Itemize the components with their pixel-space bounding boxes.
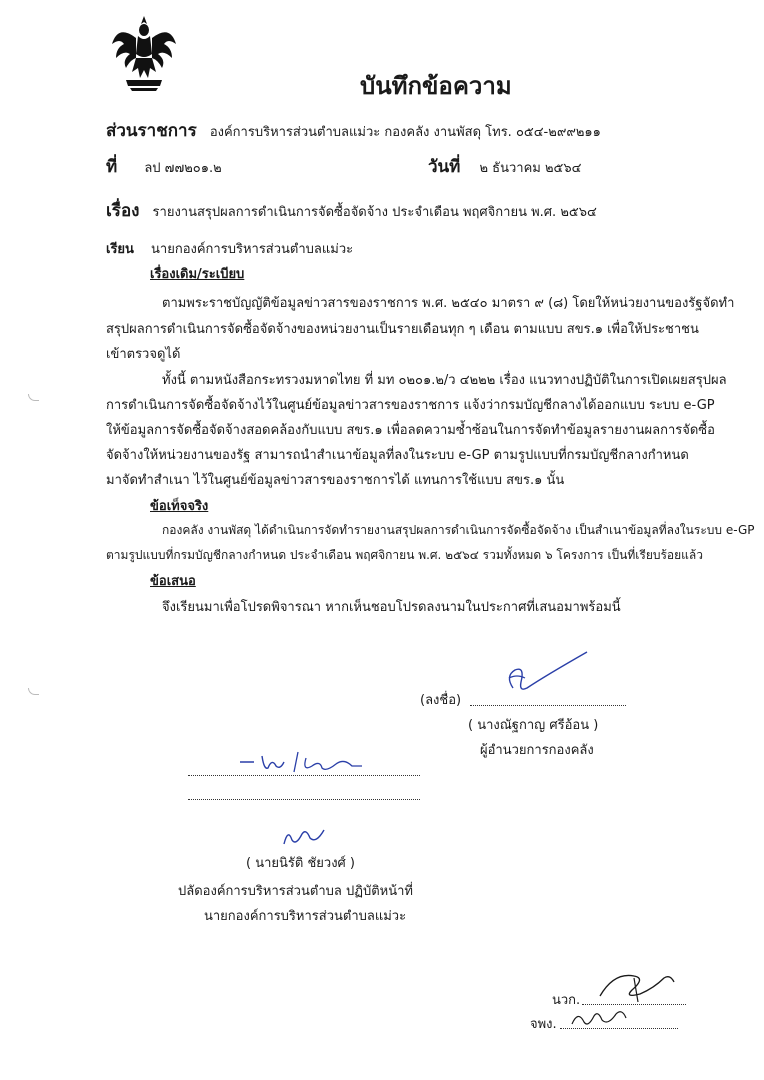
- subject-value: รายงานสรุปผลการดำเนินการจัดซื้อจัดจ้าง ประจำเดือน พฤศจิกายน พ.ศ. ๒๕๖๔: [152, 205, 597, 220]
- garuda-emblem-icon: [108, 14, 180, 92]
- signature-1-icon: [495, 648, 595, 706]
- signer2-title-1: ปลัดองค์การบริหารส่วนตำบล ปฏิบัติหน้าที่: [178, 884, 413, 899]
- ref-label: ที่: [106, 157, 118, 177]
- sign-label: (ลงชื่อ): [420, 693, 462, 708]
- signer2-name: ( นายนิรัติ ชัยวงศ์ ): [246, 856, 355, 871]
- signature-5-icon: [568, 1004, 632, 1032]
- background-p1-line1: ตามพระราชบัญญัติข้อมูลข่าวสารของราชการ พ.ศ. ๒๕๔๐ มาตรา ๙ (๘) โดยให้หน่วยงานของรัฐจัดทำ: [162, 296, 735, 311]
- background-p2-line1: ทั้งนี้ ตามหนังสือกระทรวงมหาดไทย ที่ มท ๐๒๐๑.๒/ว ๔๒๒๒ เรื่อง แนวทางปฏิบัติในการเปิดเผยสรุปผล: [162, 373, 727, 388]
- background-p1-line3: เข้าตรวจดูได้: [106, 347, 181, 362]
- signature-3-icon: [280, 820, 340, 850]
- to-label: เรียน: [106, 242, 134, 257]
- page-title: บันทึกข้อความ: [360, 71, 512, 100]
- background-heading: เรื่องเดิม/ระเบียบ: [150, 267, 245, 282]
- subject-row: [106, 197, 597, 224]
- background-p2-line4: จัดจ้างให้หน่วยงานของรัฐ สามารถนำสำเนาข้อมูลที่ลงในระบบ e-GP ตามรูปแบบที่กรมบัญชีกลางกำหนด: [106, 448, 689, 463]
- department-row: [106, 117, 601, 144]
- endorse-line-1: [188, 775, 420, 776]
- signer2-title-2: นายกองค์การบริหารส่วนตำบลแม่วะ: [204, 909, 407, 924]
- punch-mark-bottom: [28, 688, 39, 695]
- endorse-line-2: [188, 799, 420, 800]
- background-p1-line2: สรุปผลการดำเนินการจัดซื้อจัดจ้างของหน่วยงานเป็นรายเดือนทุก ๆ เดือน ตามแบบ สขร.๑ เพื่อให้ประชาชน: [106, 322, 699, 337]
- facts-line1: กองคลัง งานพัสดุ ได้ดำเนินการจัดทำรายงานสรุปผลการดำเนินการจัดซื้อจัดจ้าง เป็นสำเนาข้อมูลที่ลงในระบบ e-GP: [162, 523, 755, 537]
- facts-heading: ข้อเท็จจริง: [150, 499, 209, 514]
- signer1-title: ผู้อำนวยการกองคลัง: [480, 743, 594, 758]
- ref-value: ลป ๗๗๒๐๑.๒: [144, 161, 222, 176]
- department-value: องค์การบริหารส่วนตำบลแม่วะ กองคลัง งานพัสดุ โทร. ๐๕๔-๒๙๙๒๑๑: [209, 125, 601, 140]
- background-p2-line5: มาจัดทำสำเนา ไว้ในศูนย์ข้อมูลข่าวสารของราชการได้ แทนการใช้แบบ สขร.๑ นั้น: [106, 473, 565, 488]
- to-row: [106, 238, 353, 259]
- ref-row: [106, 153, 222, 180]
- facts-line2: ตามรูปแบบที่กรมบัญชีกลางกำหนด ประจำเดือน พฤศจิกายน พ.ศ. ๒๕๖๔ รวมทั้งหมด ๖ โครงการ เป็นที่เรียบร้อยแล้ว: [106, 548, 703, 562]
- approve-label-1: นวก.: [552, 993, 581, 1008]
- proposal-text: จึงเรียนมาเพื่อโปรดพิจารณา หากเห็นชอบโปรดลงนามในประกาศที่เสนอมาพร้อมนี้: [162, 600, 621, 615]
- date-row: [428, 153, 582, 180]
- date-label: วันที่: [428, 157, 461, 177]
- department-label: ส่วนราชการ: [106, 121, 197, 141]
- signer1-name: ( นางณัฐกาญ ศรีอ้อน ): [468, 718, 599, 733]
- date-value: ๒ ธันวาคม ๒๕๖๔: [479, 161, 582, 176]
- signature-4-icon: [594, 968, 684, 1006]
- signature-2-icon: [236, 748, 366, 778]
- approve-label-2: จพง.: [530, 1017, 557, 1032]
- to-value: นายกองค์การบริหารส่วนตำบลแม่วะ: [151, 242, 354, 257]
- background-p2-line3: ให้ข้อมูลการจัดซื้อจัดจ้างสอดคล้องกับแบบ สขร.๑ เพื่อลดความซ้ำซ้อนในการจัดทำข้อมูลรายงานผลการจัดซื้อ: [106, 423, 715, 438]
- subject-label: เรื่อง: [106, 201, 140, 221]
- proposal-heading: ข้อเสนอ: [150, 574, 196, 589]
- punch-mark-top: [28, 394, 39, 401]
- background-p2-line2: การดำเนินการจัดซื้อจัดจ้างไว้ในศูนย์ข้อมูลข่าวสารของราชการ แจ้งว่ากรมบัญชีกลางได้ออกแบบ ระบบ e-GP: [106, 398, 715, 413]
